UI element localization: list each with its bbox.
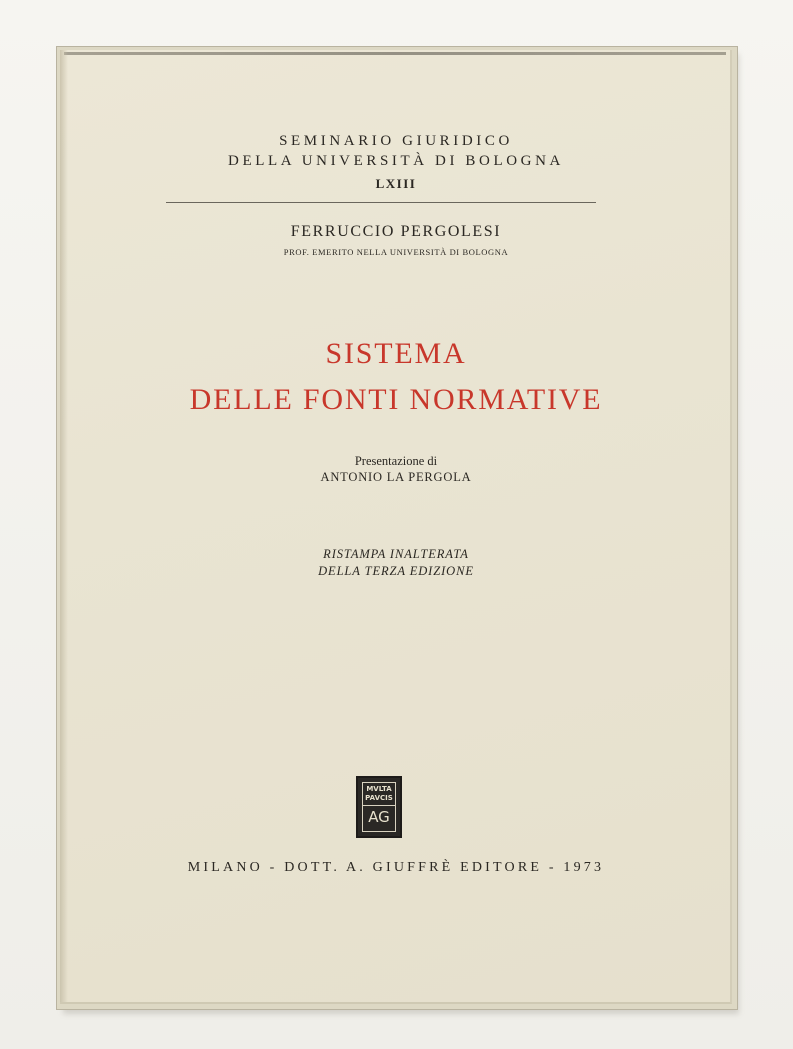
edition-note-line-1: RISTAMPA INALTERATA <box>323 547 469 561</box>
divider-rule <box>166 202 596 203</box>
logo-frame <box>362 782 396 832</box>
logo-divider <box>363 805 395 806</box>
author-affiliation: PROF. EMERITO NELLA UNIVERSITÀ DI BOLOGNA <box>283 247 509 257</box>
series-volume: LXIII <box>375 176 417 191</box>
book-cover <box>60 50 732 1004</box>
book-title-line-2: DELLE FONTI NORMATIVE <box>189 383 603 416</box>
publisher-imprint: MILANO - DOTT. A. GIUFFRÈ EDITORE - 1973 <box>187 860 605 875</box>
logo-monogram: AG <box>368 808 390 826</box>
spine-crease <box>64 52 726 55</box>
presentation-label: Presentazione di <box>354 454 438 468</box>
presentation-name: ANTONIO LA PERGOLA <box>320 470 472 484</box>
publisher-logo <box>356 776 402 838</box>
series-institution: DELLA UNIVERSITÀ DI BOLOGNA <box>228 153 564 169</box>
edition-note-line-2: DELLA TERZA EDIZIONE <box>318 564 474 578</box>
logo-motto-line-1: MVLTA <box>366 785 392 793</box>
author-name: FERRUCCIO PERGOLESI <box>290 223 502 240</box>
series-title: SEMINARIO GIURIDICO <box>279 133 513 149</box>
book-title-line-1: SISTEMA <box>325 337 467 370</box>
logo-motto-line-2: PAVCIS <box>365 794 393 802</box>
